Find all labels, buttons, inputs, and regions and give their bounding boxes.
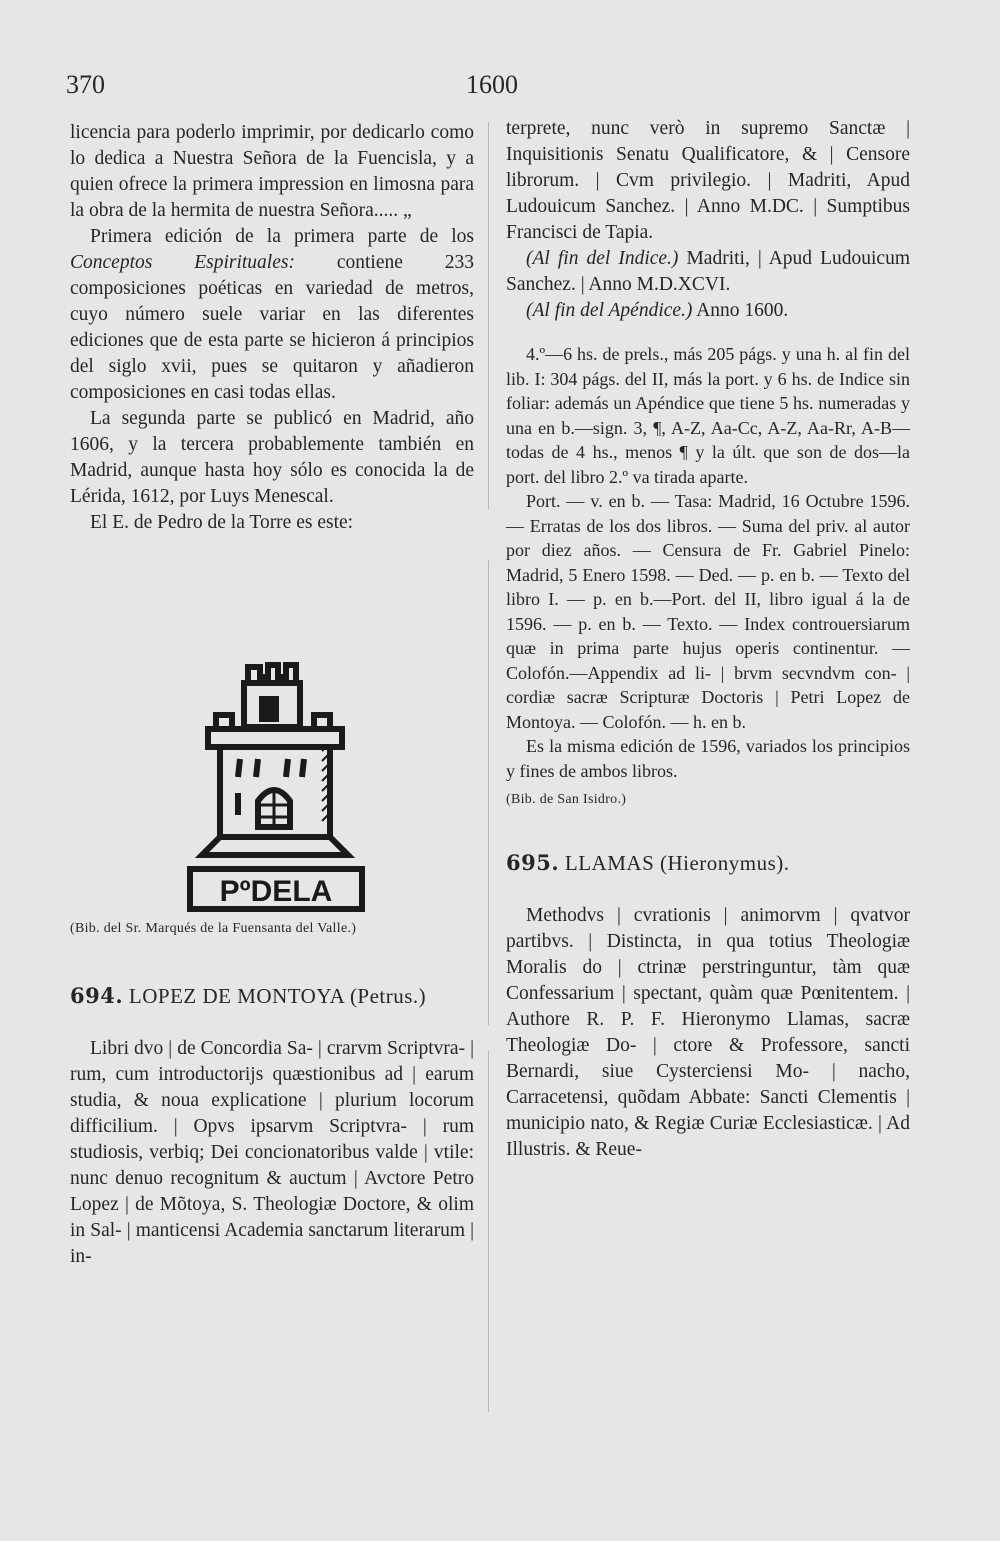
edition-note: Es la misma edición de 1596, variados los principios y fines de ambos libros. bbox=[506, 736, 910, 781]
entry-694-title-transcription: Libri dvo | de Concordia Sa- | crarvm Scriptvra- | rum, cum introductorijs quæstionibus ad | earum studia, & noua explicatione | plurium locorum difficilium. | Opvs ipsarvm Scriptvra- | rum studiosis, verbiq; Dei concionatoribus valde | vtile: nunc denuo recognitum & auctum | Avctore Petro Lopez | de Mõtoya, S. Theologiæ Doctore, & olim in Sal- | manticensi Academia sanctarum literarum | in- bbox=[70, 1038, 474, 1267]
right-column bbox=[506, 116, 910, 1163]
entry-695-number: 695. bbox=[506, 850, 560, 875]
entry-695-heading bbox=[506, 849, 910, 877]
entry-694-number: 694. bbox=[70, 983, 124, 1008]
work-title: Conceptos Espirituales: bbox=[70, 252, 295, 273]
colophon-apendice bbox=[506, 298, 910, 324]
collation-description: 4.º—6 hs. de prels., más 205 págs. y una h. al fin del lib. I: 304 págs. del II, más la port. y 6 hs. de Indice sin foliar: además un Apéndice que tiene 5 hs. numeradas y una en b.—sign. 3, ¶, A-Z, Aa-Cc, A-Z, Aa-Rr, A-B—todas de 4 hs., menos ¶ y la últ. que son de dos—la port. del libro 2.º va tirada aparte. bbox=[506, 344, 910, 487]
page-number: 370 bbox=[66, 70, 105, 99]
contents-description: Port. — v. en b. — Tasa: Madrid, 16 Octubre 1596. — Erratas de los dos libros. — Suma del priv. al autor por diez años. — Censura de Fr. Gabriel Pinelo: Madrid, 5 Enero 1598. — Ded. — p. en b. — Texto del libro I. — p. en b.—Port. del II, libro igual á la de 1596. — p. en b. — Texto. — Index controuersiarum quæ in prima parte hujus operis continentur. — Colofón.—Appendix ad li- | brvm secvndvm con- | cordiæ sacræ Scripturæ Doctoris | Petri Lopez de Montoya. — Colofón. — h. en b. bbox=[506, 491, 910, 732]
colophon-apendice-label: (Al fin del Apéndice.) bbox=[526, 300, 693, 321]
left-paragraph-3: La segunda parte se publicó en Madrid, año 1606, y la tercera probablemente también en Madrid, aunque hasta hoy sólo es conocida la de Lérida, 1612, por Luys Menescal. bbox=[70, 408, 474, 507]
left-paragraph-1: licencia para poderlo imprimir, por dedicarlo como lo dedica a Nuestra Señora de la Fuencisla, y a quien ofrece la primera impression en limosna para la obra de la hermita de nuestra Señora..... „ bbox=[70, 122, 474, 221]
para2-start: Primera edición de la primera parte de los bbox=[90, 226, 474, 247]
colophon-indice bbox=[506, 246, 910, 298]
right-source-note: (Bib. de San Isidro.) bbox=[506, 792, 627, 807]
left-source-note: (Bib. del Sr. Marqués de la Fuensanta del Valle.) bbox=[70, 921, 357, 936]
emblem-lettering: PºDELA bbox=[219, 875, 333, 908]
column-divider bbox=[488, 122, 489, 1412]
entry-695-author: LLAMAS (Hieronymus). bbox=[559, 851, 790, 875]
printer-emblem-castle bbox=[180, 655, 370, 920]
running-head-year: 1600 bbox=[466, 70, 518, 99]
entry-694-author: LOPEZ DE MONTOYA (Petrus.) bbox=[123, 984, 427, 1008]
right-paragraph-1: terprete, nunc verò in supremo Sanctæ | Inquisitionis Senatu Qualificatore, & | Censore librorum. | Cvm privilegio. | Madriti, Apud Ludouicum Sanchez. | Anno M.DC. | Sumptibus Francisci de Tapia. bbox=[506, 118, 910, 243]
entry-694-heading bbox=[70, 982, 474, 1010]
para2-end: contiene 233 composiciones poéticas en variedad de metros, cuyo número suele variar en las diferentes ediciones que de esta parte se hicieron á principios del siglo xvii, pues se quitaron y añadieron composiciones en casi todas ellas. bbox=[70, 252, 474, 403]
colophon-apendice-text: Anno 1600. bbox=[692, 300, 789, 321]
colophon-indice-text: Madriti, | Apud Ludouicum Sanchez. | Anno M.D.XCVI. bbox=[506, 248, 910, 295]
left-paragraph-2 bbox=[70, 224, 474, 406]
entry-695-title-transcription: Methodvs | cvrationis | animorvm | qvatvor partibvs. | Distincta, in qua totius Theologiæ Moralis do | ctrinæ perstringuntur, tàm quæ Confessarium | spectant, quàm quæ Pœnitentem. | Authore R. P. F. Hieronymo Llamas, sacræ Theologiæ Do- | ctore & Professore, sancti Bernardi, siue Cysterciensi Mo- | nacho, Carracetensi, quõdam Abbate: Sancti Clementis | municipio nato, & Regiæ Curiæ Ecclesiasticæ. | Ad Illustris. & Reue- bbox=[506, 905, 910, 1160]
left-paragraph-4: El E. de Pedro de la Torre es este: bbox=[90, 512, 354, 533]
castle-tower-icon bbox=[180, 655, 370, 920]
colophon-indice-label: (Al fin del Indice.) bbox=[526, 248, 679, 269]
